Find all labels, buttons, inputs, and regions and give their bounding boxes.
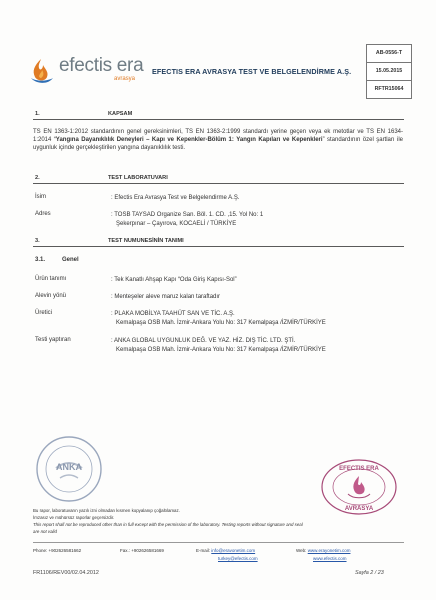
footer-fax: Fax.: +902626581669 xyxy=(120,548,164,553)
stamp-text-bottom: AVRASYA xyxy=(344,506,374,512)
anka-stamp-text: ANKA xyxy=(56,462,82,472)
section-3-title: TEST NUMUNESİNİN TANIMI xyxy=(108,238,184,244)
logo-wordmark: efectis era xyxy=(59,55,144,76)
report-reference-box xyxy=(366,44,412,99)
notice-tr-line1: Bu rapor, laboratuvarın yazılı izni olmadan kısmen kopyalanıp çoğaltılamaz. xyxy=(33,508,180,513)
scope-paragraph xyxy=(33,128,403,152)
section-1-title: KAPSAM xyxy=(108,111,133,117)
efectis-era-logo xyxy=(26,54,144,88)
scope-text-part1: TS EN 1363-1:2012 standardının genel gereksinimleri, TS EN 1363-2:1999 standardı yerine geçen veya ek metotlar ve TS EN 1634-1:2014 “ xyxy=(33,129,403,144)
section-2-divider xyxy=(33,183,404,184)
footer-phone: Phone: +902626581662 xyxy=(33,548,82,553)
sponsor-line1: : ANKA GLOBAL UYGUNLUK DEĞ. VE YAZ. HİZ. DIŞ TİC. LTD. ŞTİ. xyxy=(111,338,296,344)
web-link-1[interactable]: www.erayonetim.com xyxy=(307,548,351,553)
web-link-2[interactable]: www.efectis.com xyxy=(313,556,347,561)
section-3-divider xyxy=(33,246,404,247)
flame-icon xyxy=(26,56,56,86)
notice-en-line1: This report shall not be reproduced other than in full except with the permission of the laboratory. Testing reports without signature and seal xyxy=(33,522,303,527)
notice-en-line2: are not valid xyxy=(33,529,57,534)
lab-name-value: : Efectis Era Avrasya Test ve Belgelendirme A.Ş. xyxy=(111,195,240,201)
section-2-title: TEST LABORATUVARI xyxy=(108,175,168,181)
flame-direction-label: Alevin yönü xyxy=(35,293,67,299)
report-number: RFTR15064 xyxy=(374,86,404,92)
email-link-2[interactable]: turkey@efectis.com xyxy=(218,556,258,561)
efectis-era-stamp xyxy=(320,458,398,516)
logo-subtitle: avrasya xyxy=(114,76,136,82)
form-code: FR1106/REV00/02.04.2012 xyxy=(33,570,99,576)
sponsor-label: Testi yaptıran xyxy=(35,337,71,343)
footer-email xyxy=(196,548,258,561)
notice-tr-line2: İmzasız ve mühürsüz raporlar geçersizdir. xyxy=(33,515,115,520)
lab-address-label: Adres xyxy=(35,211,51,217)
lab-address-line2: Şekerpınar – Çayırova, KOCAELİ / TÜRKİYE xyxy=(116,221,237,227)
reference-code: AB-0556-T xyxy=(367,45,411,63)
anka-stamp xyxy=(34,434,104,504)
subsection-number: 3.1. xyxy=(35,257,46,263)
footer-web xyxy=(296,548,351,561)
section-1-divider xyxy=(33,119,404,120)
flame-direction-value: : Menteşeler aleve maruz kalan taraftadır xyxy=(111,294,221,300)
manufacturer-line1: : PLAKA MOBİLYA TAAHÜT SAN VE TİC. A.Ş. xyxy=(111,311,235,317)
lab-name-label: İsim xyxy=(35,194,46,200)
page-number: Sayfa 2 / 23 xyxy=(355,570,384,576)
subsection-title: Genel xyxy=(62,257,79,263)
stamp-text-top: EFECTIS ERA xyxy=(339,466,379,472)
scope-text-part2: ” standardının özel şartları ile uygunluk içinde gerçekleştirilen yangına dayanıklılık testi. xyxy=(33,137,403,152)
email-label: E-mail: xyxy=(196,548,211,553)
manufacturer-label: Üretici xyxy=(35,310,53,316)
report-date: 15.05.2015 xyxy=(367,63,411,81)
email-link-1[interactable]: info@eravonetim.com xyxy=(211,548,256,553)
footer-divider xyxy=(33,542,404,543)
sponsor-line2: Kemalpaşa OSB Mah. İzmir-Ankara Yolu No: 317 Kemalpaşa /İZMİR/TÜRKİYE xyxy=(116,347,326,353)
product-label: Ürün tanımı xyxy=(35,276,67,282)
scope-standard-title: Yangına Dayanıklılık Deneyleri – Kapı ve Kepenkler-Bölüm 1: Yangın Kapıları ve Kepenkleri xyxy=(55,137,323,144)
web-label: Web: xyxy=(296,548,307,553)
product-value: : Tek Kanatlı Ahşap Kapı “Oda Giriş Kapısı-Sol” xyxy=(111,277,237,283)
section-1-number: 1. xyxy=(35,111,40,117)
section-3-number: 3. xyxy=(35,238,40,244)
section-2-number: 2. xyxy=(35,175,40,181)
lab-address-line1: : TOSB TAYSAD Organize San. Böl. 1. CD. ,15. Yol No: 1 xyxy=(111,212,264,218)
manufacturer-line2: Kemalpaşa OSB Mah. İzmir-Ankara Yolu No: 317 Kemalpaşa /İZMİR/TÜRKİYE xyxy=(116,320,326,326)
company-title: EFECTIS ERA AVRASYA TEST VE BELGELENDİRME A.Ş. xyxy=(152,67,352,76)
